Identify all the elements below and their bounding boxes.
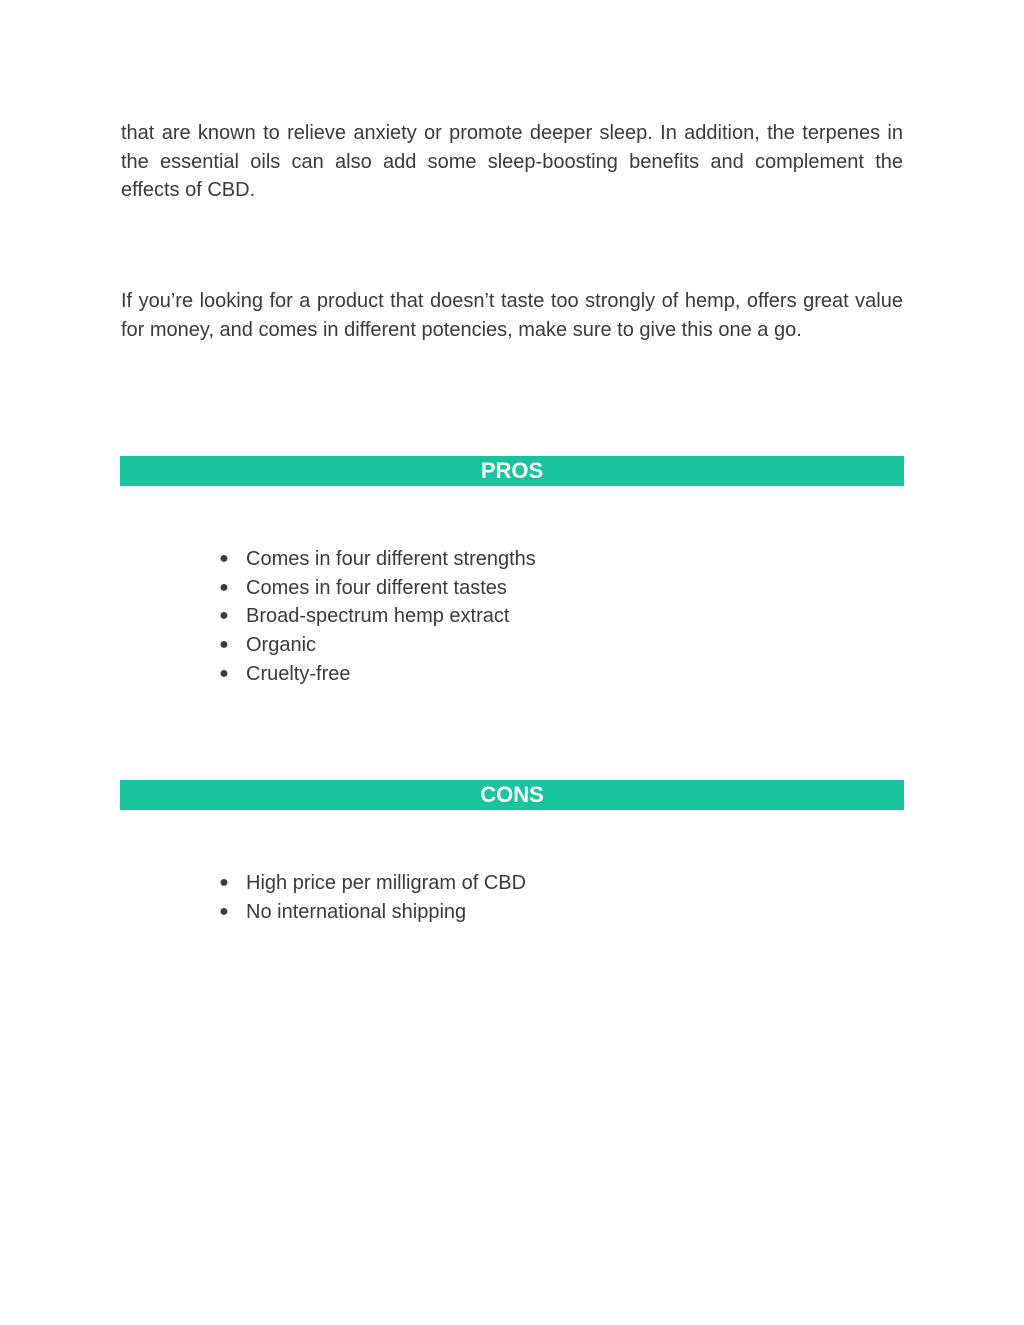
body-paragraph: that are known to relieve anxiety or promote deeper sleep. In addition, the terpenes in the essential oils can also add some sleep-boosting benefits and complement the effects of CBD.: [121, 122, 903, 201]
bullet-icon: ●: [219, 902, 229, 920]
list-item-text: Comes in four different tastes: [246, 576, 507, 599]
bullet-icon: ●: [219, 578, 229, 596]
list-item-text: Broad-spectrum hemp extract: [246, 605, 510, 628]
list-item: [214, 898, 526, 927]
list-item-text: Organic: [246, 634, 317, 657]
list-item-text: Comes in four different strengths: [246, 548, 536, 570]
bullet-icon: ●: [219, 874, 229, 891]
pros-heading: PROS: [120, 456, 904, 486]
cons-heading: CONS: [120, 780, 904, 810]
bullet-icon: ●: [219, 636, 229, 654]
list-item: [214, 660, 536, 689]
list-item-text: High price per milligram of CBD: [246, 872, 527, 894]
cons-list: [214, 869, 526, 926]
list-item: [214, 574, 536, 603]
bullet-icon: ●: [219, 607, 229, 625]
bullet-icon: ●: [219, 664, 229, 682]
list-item-text: Cruelty-free: [246, 662, 351, 685]
list-item: [214, 869, 526, 898]
pros-list: [214, 545, 536, 689]
list-item: [214, 631, 536, 660]
list-item: [214, 545, 536, 574]
bullet-icon: ●: [219, 550, 229, 567]
list-item-text: No international shipping: [246, 900, 467, 923]
list-item: [214, 602, 536, 631]
body-paragraph: If you’re looking for a product that doesn’t taste too strongly of hemp, offers great value for money, and comes in different potencies, make sure to give this one a go.: [121, 290, 903, 341]
